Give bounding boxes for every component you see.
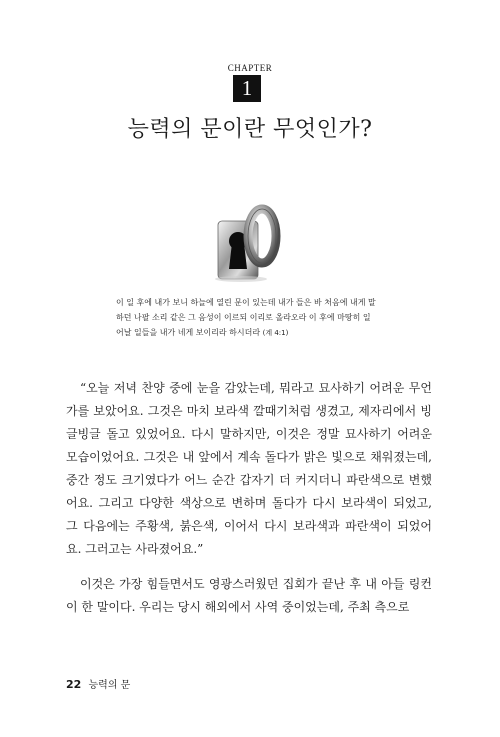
page-number: 22 — [66, 678, 82, 691]
running-title: 능력의 문 — [88, 680, 131, 691]
chapter-number: 1 — [241, 76, 253, 100]
paragraph: “오늘 저녁 찬양 중에 눈을 감았는데, 뭐라고 묘사하기 어려운 무언가를 보았어요. 그것은 마치 보라색 깔때기처럼 생겼고, 제자리에서 빙글빙글 돌고 있었어요. 다시 말하지만, 이것은 정말 묘사하기 어려운 모습이었어요. 그것은 내 앞에서 계속 돌다가 밝은 빛으로 채워졌는데, 중간 정도 크기였다가 어느 순간 갑자기 더 커지더니 파란색으로 변했어요. 그리고 다양한 색상으로 변하며 돌다가 다시 보라색이 되었고, 그 다음에는 주황색, 붉은색, 이어서 다시 보라색과 파란색이 되었어요. 그러고는 사라졌어요.” — [66, 381, 432, 556]
chapter-title: 능력의 문이란 무엇인가? — [127, 117, 373, 142]
epigraph-text: 이 일 후에 내가 보니 하늘에 열린 문이 있는데 내가 들은 바 처음에 내게 말하던 나팔 소리 같은 그 음성이 이르되 이리로 올라오라 이 후에 마땅히 일어날 일들을 내가 네게 보이리라 하시더라 — [116, 298, 376, 337]
chapter-label: CHAPTER — [227, 63, 273, 73]
chapter-number-badge — [233, 75, 261, 102]
paragraph: 이것은 가장 힘들면서도 영광스러웠던 집회가 끝난 후 내 아들 링컨이 한 말이다. 우리는 당시 해외에서 사역 중이었는데, 주최 측으로 — [66, 577, 432, 614]
keyhole-with-ring-icon — [196, 203, 296, 285]
page-footer — [66, 676, 130, 691]
body-text — [66, 377, 432, 619]
epigraph-reference: (계 4:1) — [262, 329, 289, 337]
epigraph — [116, 295, 378, 341]
